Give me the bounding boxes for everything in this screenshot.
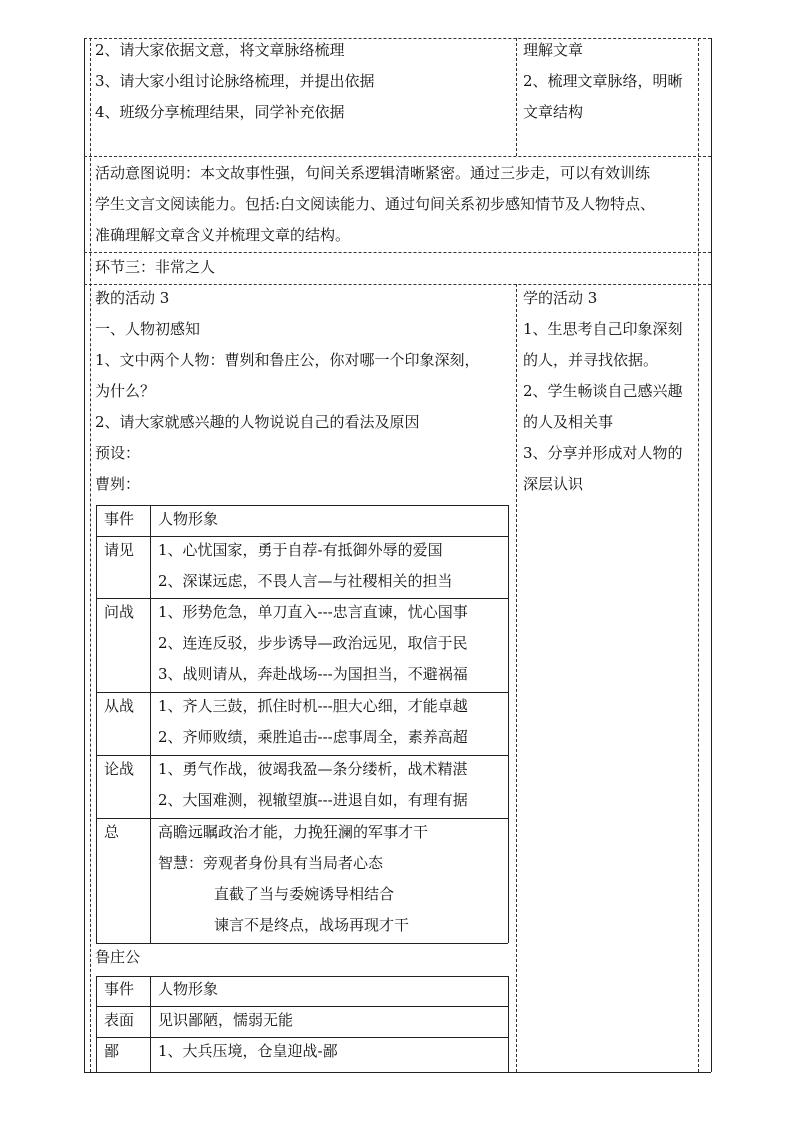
table-row-image: 1、心忧国家，勇于自荐-有抵御外辱的爱国 <box>158 541 443 559</box>
student-line-3: 的人，并寻找依据。 <box>523 351 659 369</box>
table-row-event: 表面 <box>104 1011 135 1029</box>
student-heading: 学的活动 3 <box>523 289 598 307</box>
table-row-event: 论战 <box>104 760 135 778</box>
table-row-image: 2、大国难测，视辙望旗---进退自如，有理有据 <box>158 791 468 809</box>
top-right-line-2: 2、梳理文章脉络，明晰 <box>523 72 683 90</box>
teacher-line-7: 曹刿： <box>95 475 141 493</box>
design-note-line-2: 学生文言文阅读能力。包括:白文阅读能力、通过句间关系初步感知情节及人物特点、 <box>95 195 656 213</box>
top-right-line-3: 文章结构 <box>523 103 584 121</box>
cao-table-mid <box>150 505 151 943</box>
teacher-line-3: 1、文中两个人物：曹刿和鲁庄公，你对哪一个印象深刻， <box>95 351 480 369</box>
cao-table-top <box>96 505 508 506</box>
table-row-image: 1、形势危急，单刀直入---忠言直谏，忧心国事 <box>158 603 468 621</box>
outer-right-border <box>711 38 712 1072</box>
teacher-line-6: 预设： <box>95 444 141 462</box>
table-row-image: 高瞻远瞩政治才能，力挽狂澜的军事才干 <box>158 823 429 841</box>
outer-left-border <box>84 38 85 1072</box>
lu-table-row-line-2 <box>96 1037 508 1038</box>
cao-table-row-line-1 <box>96 536 508 537</box>
row-divider-2 <box>84 252 711 253</box>
table-row-image: 直截了当与委婉诱导相结合 <box>214 885 395 903</box>
top-column-divider <box>516 38 517 156</box>
lu-table-row-line-1 <box>96 1006 508 1007</box>
design-note-line-3: 准确理解文章含义并梳理文章的结构。 <box>95 226 351 244</box>
top-right-line-1: 理解文章 <box>523 41 584 59</box>
cao-table-right <box>508 505 509 943</box>
student-line-6: 3、分享并形成对人物的 <box>523 444 683 462</box>
cao-table-bottom <box>96 943 508 944</box>
table-row-image: 智慧：旁观者身份具有当局者心态 <box>158 854 384 872</box>
table-row-image: 1、齐人三鼓，抓住时机---胆大心细，才能卓越 <box>158 697 468 715</box>
top-left-line-3: 4、班级分享梳理结果，同学补充依据 <box>95 103 345 121</box>
cao-table-left <box>96 505 97 943</box>
student-line-5: 的人及相关事 <box>523 413 614 431</box>
lu-table-left <box>96 976 97 1072</box>
design-note-line-1: 活动意图说明：本文故事性强，句间关系逻辑清晰紧密。通过三步走，可以有效训练 <box>95 164 651 182</box>
lu-table-top <box>96 976 508 977</box>
lu-label: 鲁庄公 <box>95 948 141 966</box>
teacher-line-2: 一、人物初感知 <box>95 320 201 338</box>
cao-table-row-line-5 <box>96 818 508 819</box>
student-line-2: 1、生思考自己印象深刻 <box>523 320 683 338</box>
table-row-event: 从战 <box>104 697 135 715</box>
table-row-image: 3、战则请从，奔赴战场---为国担当，不避祸福 <box>158 665 468 683</box>
student-line-4: 2、学生畅谈自己感兴趣 <box>523 382 683 400</box>
cao-table-row-line-3 <box>96 692 508 693</box>
top-left-line-2: 3、请大家小组讨论脉络梳理，并提出依据 <box>95 72 375 90</box>
top-left-line-1: 2、请大家依据文意，将文章脉络梳理 <box>95 41 345 59</box>
cao-table-row-line-2 <box>96 598 508 599</box>
lu-table-mid <box>150 976 151 1072</box>
cao-table-row-line-4 <box>96 755 508 756</box>
teacher-line-4: 为什么？ <box>95 382 156 400</box>
table-row-image: 谏言不是终点，战场再现才干 <box>214 916 410 934</box>
table-row-image: 1、勇气作战，彼竭我盈—条分缕析，战术精湛 <box>158 760 468 778</box>
teacher-heading: 教的活动 3 <box>95 289 170 307</box>
row-divider-3 <box>84 284 711 285</box>
table-row-image: 2、深谋远虑，不畏人言—与社稷相关的担当 <box>158 572 453 590</box>
lu-header-event: 事件 <box>104 980 135 998</box>
table-row-image: 见识鄙陋，懦弱无能 <box>158 1011 294 1029</box>
inner-left-border <box>90 38 91 1072</box>
table-row-image: 2、连连反驳，步步诱导—政治远见，取信于民 <box>158 634 468 652</box>
bottom-border <box>84 1072 711 1073</box>
table-row-image: 2、齐师败绩，乘胜追击---虑事周全，素养高超 <box>158 728 468 746</box>
table-row-event: 鄙 <box>104 1042 120 1060</box>
inner-right-border <box>698 38 699 1072</box>
lu-header-image: 人物形象 <box>158 980 219 998</box>
cao-header-image: 人物形象 <box>158 510 219 528</box>
student-line-7: 深层认识 <box>523 475 584 493</box>
table-row-event: 问战 <box>104 603 135 621</box>
lu-table-right <box>508 976 509 1072</box>
table-row-event: 请见 <box>104 541 135 559</box>
top-border <box>84 38 711 39</box>
section3-title: 环节三：非常之人 <box>95 258 216 276</box>
cao-header-event: 事件 <box>104 510 135 528</box>
table-row-event: 总 <box>104 823 120 841</box>
lower-column-divider <box>516 284 517 1072</box>
table-row-image: 1、大兵压境，仓皇迎战-鄙 <box>158 1042 338 1060</box>
teacher-line-5: 2、请大家就感兴趣的人物说说自己的看法及原因 <box>95 413 420 431</box>
row-divider-1 <box>84 156 711 157</box>
